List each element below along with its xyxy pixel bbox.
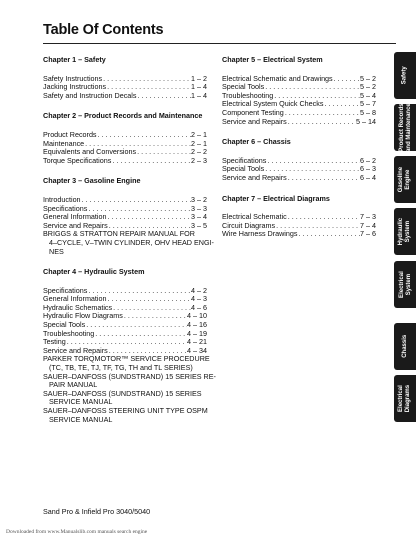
entry-title: Wire Harness Drawings bbox=[222, 230, 298, 239]
chapter-entries bbox=[43, 195, 214, 256]
dot-leader bbox=[273, 92, 360, 101]
manual-reference-line: PAIR MANUAL bbox=[49, 380, 98, 390]
chapter-tab[interactable] bbox=[394, 261, 416, 308]
entry-page: 6 – 2 bbox=[360, 156, 376, 165]
dot-leader bbox=[298, 230, 361, 239]
chapter-tab[interactable] bbox=[394, 104, 416, 151]
toc-entry[interactable] bbox=[222, 118, 376, 127]
entry-page: 2 – 1 bbox=[191, 139, 207, 148]
toc-section bbox=[222, 56, 376, 126]
entry-page: 5 – 2 bbox=[360, 74, 376, 83]
entry-title: Electrical Schematic and Drawings bbox=[222, 74, 333, 83]
toc-entry[interactable] bbox=[222, 109, 376, 118]
entry-page: 3 – 3 bbox=[191, 204, 207, 213]
entry-title: Troubleshooting bbox=[222, 91, 274, 100]
toc-entry[interactable] bbox=[43, 312, 207, 321]
dot-leader bbox=[333, 75, 360, 84]
entry-title: Electrical System Quick Checks bbox=[222, 100, 324, 109]
chapter-tab[interactable] bbox=[394, 375, 416, 422]
chapter-heading: Chapter 1 – Safety bbox=[43, 55, 106, 64]
entry-title: General Information bbox=[43, 295, 107, 304]
dot-leader bbox=[137, 92, 192, 101]
dot-leader bbox=[66, 338, 187, 347]
toc-entry[interactable] bbox=[43, 148, 207, 157]
dot-leader bbox=[81, 196, 191, 205]
entry-title: Introduction bbox=[43, 195, 81, 204]
toc-entry[interactable] bbox=[43, 304, 207, 313]
toc-right-column bbox=[222, 56, 376, 251]
chapter-heading: Chapter 7 – Electrical Diagrams bbox=[222, 193, 330, 203]
entry-page: 4 – 16 bbox=[187, 321, 207, 330]
toc-entry[interactable] bbox=[43, 338, 207, 347]
chapter-tab[interactable] bbox=[394, 52, 416, 99]
chapter-tab-label: Product Records and Maintenance bbox=[398, 103, 411, 152]
manual-reference-line: SAUER–DANFOSS (SUNDSTRAND) 15 SERIES bbox=[43, 388, 202, 398]
toc-entry[interactable] bbox=[43, 321, 207, 330]
chapter-tab-label: Hydraulic System bbox=[398, 217, 411, 246]
toc-section bbox=[222, 195, 376, 239]
dot-leader bbox=[266, 157, 360, 166]
entry-page: 4 – 34 bbox=[187, 346, 207, 355]
chapter-heading: Chapter 6 – Chassis bbox=[222, 137, 291, 147]
chapter-tab-label: Gasoline Engine bbox=[398, 166, 411, 193]
dot-leader bbox=[106, 83, 191, 92]
toc-section bbox=[43, 267, 216, 424]
entry-title: Safety and Instruction Decals bbox=[43, 91, 137, 100]
dot-leader bbox=[287, 213, 360, 222]
page-title: Table Of Contents bbox=[43, 22, 164, 38]
chapter-entries bbox=[43, 75, 207, 101]
entry-title: Product Records bbox=[43, 130, 97, 139]
entry-title: Electrical Schematic bbox=[222, 213, 287, 222]
chapter-heading: Chapter 2 – Product Records and Maintenance bbox=[43, 111, 203, 121]
dot-leader bbox=[111, 157, 191, 166]
dot-leader bbox=[264, 165, 360, 174]
toc-section bbox=[43, 112, 207, 165]
download-note bbox=[6, 529, 147, 535]
entry-title: Special Tools bbox=[222, 83, 265, 92]
toc-entry[interactable] bbox=[222, 213, 376, 222]
entry-page: 1 – 4 bbox=[191, 83, 207, 92]
manual-footer: Sand Pro & Infield Pro 3040/5040 bbox=[43, 507, 151, 516]
toc-entry[interactable] bbox=[222, 230, 376, 239]
entry-page: 4 – 21 bbox=[187, 338, 207, 347]
entry-page: 6 – 3 bbox=[360, 165, 376, 174]
entry-page: 2 – 1 bbox=[191, 130, 207, 139]
chapter-tab-label: Electrical System bbox=[398, 271, 411, 298]
toc-entry[interactable] bbox=[43, 205, 207, 214]
entry-page: 5 – 7 bbox=[360, 100, 376, 109]
entry-title: Specifications bbox=[43, 286, 88, 295]
toc-entry[interactable] bbox=[222, 165, 376, 174]
chapter-heading: Chapter 5 – Electrical System bbox=[222, 55, 323, 64]
toc-section bbox=[43, 56, 207, 100]
entry-page: 7 – 6 bbox=[360, 230, 376, 239]
toc-entry[interactable] bbox=[222, 157, 376, 166]
entry-title: Service and Repairs bbox=[43, 221, 108, 230]
entry-page: 2 – 2 bbox=[191, 148, 207, 157]
chapter-tab[interactable] bbox=[394, 156, 416, 203]
manual-reference-line: 4–CYCLE, V–TWIN CYLINDER, OHV HEAD ENGI- bbox=[49, 237, 214, 247]
entry-title: Troubleshooting bbox=[43, 329, 95, 338]
toc-entry[interactable] bbox=[43, 75, 207, 84]
entry-page: 4 – 10 bbox=[187, 312, 207, 321]
dot-leader bbox=[85, 321, 187, 330]
entry-title: Maintenance bbox=[43, 139, 85, 148]
chapter-tab-label: Electrical Diagrams bbox=[398, 384, 412, 413]
entry-page: 4 – 2 bbox=[191, 286, 207, 295]
chapter-entries bbox=[222, 75, 376, 127]
entry-title: Component Testing bbox=[222, 108, 284, 117]
dot-leader bbox=[275, 222, 360, 231]
toc-entry[interactable] bbox=[222, 100, 376, 109]
dot-leader bbox=[102, 75, 191, 84]
chapter-entries bbox=[222, 157, 376, 183]
entry-title: Testing bbox=[43, 338, 66, 347]
entry-title: Specifications bbox=[222, 156, 267, 165]
toc-entry[interactable] bbox=[43, 196, 207, 205]
toc-entry[interactable] bbox=[43, 140, 207, 149]
toc-entry[interactable] bbox=[43, 213, 207, 222]
chapter-tab[interactable] bbox=[394, 208, 416, 255]
entry-page: 7 – 4 bbox=[360, 221, 376, 230]
chapter-entries bbox=[43, 131, 207, 165]
dot-leader bbox=[107, 295, 191, 304]
dot-leader bbox=[87, 287, 191, 296]
dot-leader bbox=[87, 205, 191, 214]
entry-page: 3 – 4 bbox=[191, 213, 207, 222]
entry-title: Special Tools bbox=[43, 321, 86, 330]
toc-entry[interactable] bbox=[43, 330, 207, 339]
title-rule bbox=[43, 43, 396, 44]
toc-section bbox=[43, 176, 214, 256]
dot-leader bbox=[264, 83, 360, 92]
entry-page: 5 – 2 bbox=[360, 83, 376, 92]
entry-page: 4 – 19 bbox=[187, 329, 207, 338]
toc-entry[interactable] bbox=[222, 174, 376, 183]
entry-page: 1 – 4 bbox=[191, 91, 207, 100]
entry-title: Service and Repairs bbox=[222, 173, 287, 182]
download-suffix: manuals search engine bbox=[97, 529, 148, 535]
manual-reference-line: (TC, TB, TE, TJ, TF, TG, TH and TL SERIES) bbox=[49, 363, 193, 373]
entry-title: Safety Instructions bbox=[43, 74, 103, 83]
entry-title: Service and Repairs bbox=[43, 346, 108, 355]
toc-entry[interactable] bbox=[43, 295, 207, 304]
entry-title: Hydraulic Flow Diagrams bbox=[43, 312, 123, 321]
entry-page: 5 – 4 bbox=[360, 91, 376, 100]
toc-entry[interactable] bbox=[43, 287, 207, 296]
dot-leader bbox=[287, 118, 356, 127]
toc-entry[interactable] bbox=[43, 92, 207, 101]
dot-leader bbox=[107, 213, 191, 222]
entry-page: 1 – 2 bbox=[191, 74, 207, 83]
entry-title: Hydraulic Schematics bbox=[43, 303, 113, 312]
entry-page: 7 – 3 bbox=[360, 213, 376, 222]
toc-entry[interactable] bbox=[222, 222, 376, 231]
entry-page: 2 – 3 bbox=[191, 156, 207, 165]
dot-leader bbox=[287, 174, 360, 183]
dot-leader bbox=[94, 330, 187, 339]
chapter-entries bbox=[222, 213, 376, 239]
chapter-tab-label: Safety bbox=[401, 66, 408, 85]
dot-leader bbox=[136, 148, 191, 157]
toc-entry[interactable] bbox=[222, 92, 376, 101]
manual-reference-line: SAUER–DANFOSS (SUNDSTRAND) 15 SERIES RE- bbox=[43, 371, 216, 381]
entry-title: Jacking Instructions bbox=[43, 83, 107, 92]
download-prefix: Downloaded from bbox=[6, 529, 47, 535]
manual-reference-line: NES bbox=[49, 246, 64, 256]
manual-reference-line: BRIGGS & STRATTON REPAIR MANUAL FOR bbox=[43, 229, 195, 239]
entry-title: Torque Specifications bbox=[43, 156, 112, 165]
chapter-heading: Chapter 3 – Gasoline Engine bbox=[43, 176, 141, 186]
toc-section bbox=[222, 138, 376, 182]
toc-entry[interactable] bbox=[43, 131, 207, 140]
toc-entry[interactable] bbox=[43, 83, 207, 92]
dot-leader bbox=[112, 304, 191, 313]
entry-title: Specifications bbox=[43, 204, 88, 213]
entry-title: Special Tools bbox=[222, 165, 265, 174]
manual-reference-line: SERVICE MANUAL bbox=[49, 414, 113, 424]
dot-leader bbox=[123, 312, 187, 321]
manual-reference-line: SAUER–DANFOSS STEERING UNIT TYPE OSPM bbox=[43, 406, 208, 415]
toc-left-column bbox=[43, 55, 216, 436]
chapter-heading: Chapter 4 – Hydraulic System bbox=[43, 267, 145, 277]
toc-entry[interactable] bbox=[222, 83, 376, 92]
entry-page: 5 – 8 bbox=[360, 108, 376, 117]
dot-leader bbox=[284, 109, 360, 118]
entry-page: 3 – 2 bbox=[191, 195, 207, 204]
entry-page: 4 – 3 bbox=[191, 295, 207, 304]
entry-page: 6 – 4 bbox=[360, 173, 376, 182]
entry-title: Circuit Diagrams bbox=[222, 221, 276, 230]
toc-entry[interactable] bbox=[222, 75, 376, 84]
entry-title: General Information bbox=[43, 213, 107, 222]
chapter-tab[interactable] bbox=[394, 323, 416, 370]
entry-title: Service and Repairs bbox=[222, 117, 287, 126]
chapter-entries bbox=[43, 286, 216, 425]
manual-reference-line: PARKER TORQMOTOR™ SERVICE PROCEDURE bbox=[43, 354, 210, 364]
entry-page: 5 – 14 bbox=[356, 117, 376, 126]
entry-page: 4 – 6 bbox=[191, 303, 207, 312]
entry-title: Equivalents and Conversions bbox=[43, 148, 137, 157]
entry-page: 3 – 5 bbox=[191, 221, 207, 230]
manualslib-link[interactable]: www.Manualslib.com bbox=[47, 529, 97, 535]
dot-leader bbox=[84, 140, 191, 149]
chapter-tab-label: Chassis bbox=[401, 334, 408, 359]
manual-reference-line: SERVICE MANUAL bbox=[49, 397, 113, 407]
dot-leader bbox=[97, 131, 191, 140]
dot-leader bbox=[323, 100, 360, 109]
toc-entry[interactable] bbox=[43, 157, 207, 166]
